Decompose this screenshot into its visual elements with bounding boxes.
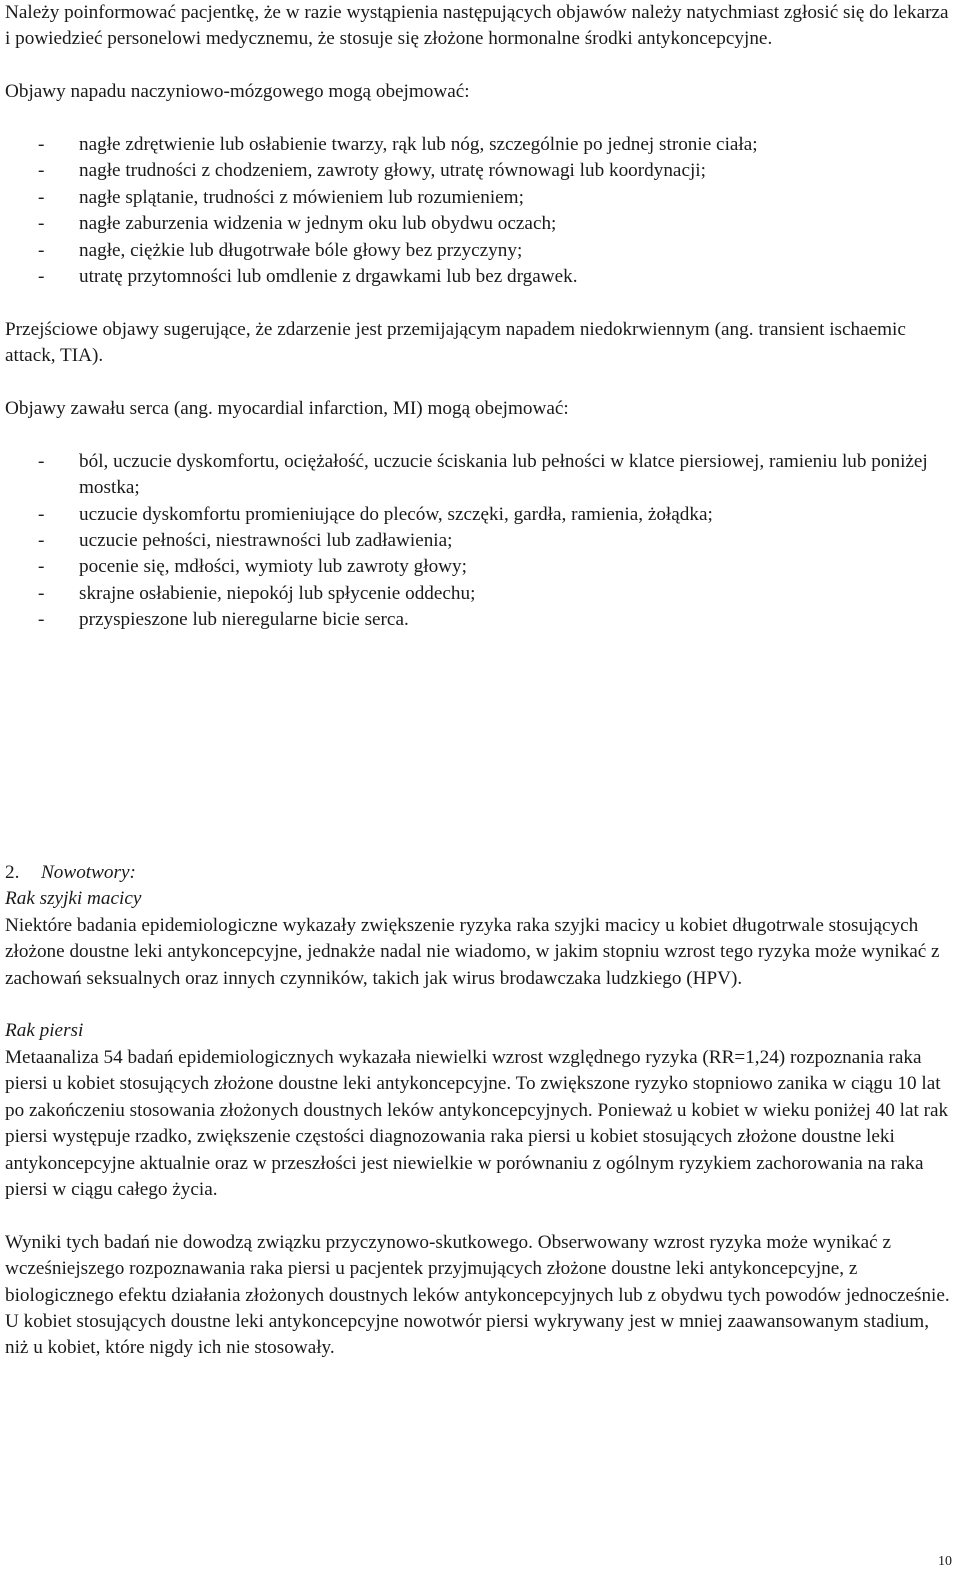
breast-cancer-paragraph: Metaanaliza 54 badań epidemiologicznych wykazała niewielki wzrost względnego ryzyka (RR=1,24) rozpoznania raka piersi u kobiet stosujących złożone doustne leki antykoncepcyjne. To zwiększone ryzyko stopniowo zanika w ciągu 10 lat po zakończeniu stosowania złożonych doustnych leków antykoncepcyjnych. Ponieważ u kobiet w wieku poniżej 40 lat rak piersi występuje rzadko, zwiększenie częstości diagnozowania raka piersi u kobiet stosujących złożone doustne leki antykoncepcyjne aktualnie oraz w przeszłości jest niewielkie w porównaniu z ogólnym ryzykiem zachorowania na raka piersi w ciągu całego życia.	[5, 1046, 949, 1200]
dash-marker: -	[38, 160, 45, 182]
section-title: Nowotwory:	[41, 862, 136, 884]
list-item-text: przyspieszone lub nieregularne bicie serca.	[79, 609, 409, 631]
cervical-cancer-title: Rak szyjki macicy	[5, 888, 142, 910]
stroke-heading: Objawy napadu naczyniowo-mózgowego mogą obejmować:	[5, 81, 470, 103]
dash-marker: -	[38, 609, 45, 631]
results-paragraph: Wyniki tych badań nie dowodzą związku przyczynowo-skutkowego. Obserwowany wzrost ryzyka może wynikać z wcześniejszego rozpoznawania raka piersi u pacjentek przyjmujących złożone doustne leki antykoncepcyjne, z biologicznego efektu działania złożonych doustnych leków antykoncepcyjnych lub z obydwu tych powodów jednocześnie. U kobiet stosujących doustne leki antykoncepcyjne nowotwór piersi wykrywany jest w mniej zaawansowanym stadium, niż u kobiet, które nigdy ich nie stosowały.	[5, 1231, 950, 1359]
cervical-cancer-paragraph: Niektóre badania epidemiologiczne wykazały zwiększenie ryzyka raka szyjki macicy u kobiet długotrwale stosujących złożone doustne leki antykoncepcyjne, jednakże nadal nie wiadomo, w jakim stopniu wzrost tego ryzyka może wynikać z zachowań seksualnych oraz innych czynników, takich jak wirus brodawczaka ludzkiego (HPV).	[5, 914, 940, 989]
list-item-text: uczucie pełności, niestrawności lub zadławienia;	[79, 530, 453, 552]
list-item-text: ból, uczucie dyskomfortu, ociężałość, uczucie ściskania lub pełności w klatce piersiowej, ramieniu lub poniżej mostka;	[79, 450, 928, 499]
list-item	[5, 132, 950, 158]
dash-marker: -	[38, 266, 45, 288]
breast-cancer-title: Rak piersi	[5, 1020, 84, 1042]
list-item-text: uczucie dyskomfortu promieniujące do pleców, szczęki, gardła, ramienia, żołądka;	[79, 503, 713, 525]
list-item	[5, 158, 950, 184]
dash-marker: -	[38, 186, 45, 208]
list-item	[5, 264, 950, 290]
mi-heading: Objawy zawału serca (ang. myocardial infarction, MI) mogą obejmować:	[5, 398, 569, 420]
list-item	[5, 502, 950, 528]
list-item	[5, 238, 950, 264]
list-item-text: utratę przytomności lub omdlenie z drgawkami lub bez drgawek.	[79, 266, 578, 288]
list-item-text: nagłe, ciężkie lub długotrwałe bóle głowy bez przyczyny;	[79, 239, 523, 261]
spacer	[5, 106, 950, 132]
dash-marker: -	[38, 582, 45, 604]
dash-marker: -	[38, 530, 45, 552]
spacer	[5, 422, 950, 448]
blank-space	[5, 660, 950, 860]
list-item	[5, 581, 950, 607]
list-item-text: nagłe zdrętwienie lub osłabienie twarzy, rąk lub nóg, szczególnie po jednej stronie ciała;	[79, 134, 758, 155]
section-number: 2.	[5, 862, 20, 884]
list-item	[5, 185, 950, 211]
dash-marker: -	[38, 239, 45, 261]
mi-symptom-list	[5, 449, 950, 634]
dash-marker: -	[38, 503, 45, 525]
document-page	[5, 0, 950, 1388]
list-item	[5, 449, 950, 502]
page-number: 10	[938, 1554, 952, 1569]
list-item-text: skrajne osłabienie, niepokój lub spłycenie oddechu;	[79, 582, 476, 604]
section-heading	[5, 860, 950, 886]
dash-marker: -	[38, 134, 45, 155]
list-item	[5, 554, 950, 580]
list-item	[5, 607, 950, 633]
list-item-text: nagłe splątanie, trudności z mówieniem lub rozumieniem;	[79, 186, 524, 208]
list-item-text: pocenie się, mdłości, wymioty lub zawroty głowy;	[79, 556, 467, 578]
intro-paragraph: Należy poinformować pacjentkę, że w razie wystąpienia następujących objawów należy natychmiast zgłosić się do lekarza i powiedzieć personelowi medycznemu, że stosuje się złożone hormonalne środki antykoncepcyjne.	[5, 2, 949, 50]
dash-marker: -	[38, 556, 45, 578]
tia-paragraph: Przejściowe objawy sugerujące, że zdarzenie jest przemijającym napadem niedokrwiennym (ang. transient ischaemic attack, TIA).	[5, 318, 906, 367]
list-item	[5, 528, 950, 554]
dash-marker: -	[38, 213, 45, 235]
stroke-symptom-list	[5, 132, 950, 290]
dash-marker: -	[38, 450, 45, 472]
list-item	[5, 211, 950, 237]
list-item-text: nagłe trudności z chodzeniem, zawroty głowy, utratę równowagi lub koordynacji;	[79, 160, 706, 182]
list-item-text: nagłe zaburzenia widzenia w jednym oku lub obydwu oczach;	[79, 213, 557, 235]
